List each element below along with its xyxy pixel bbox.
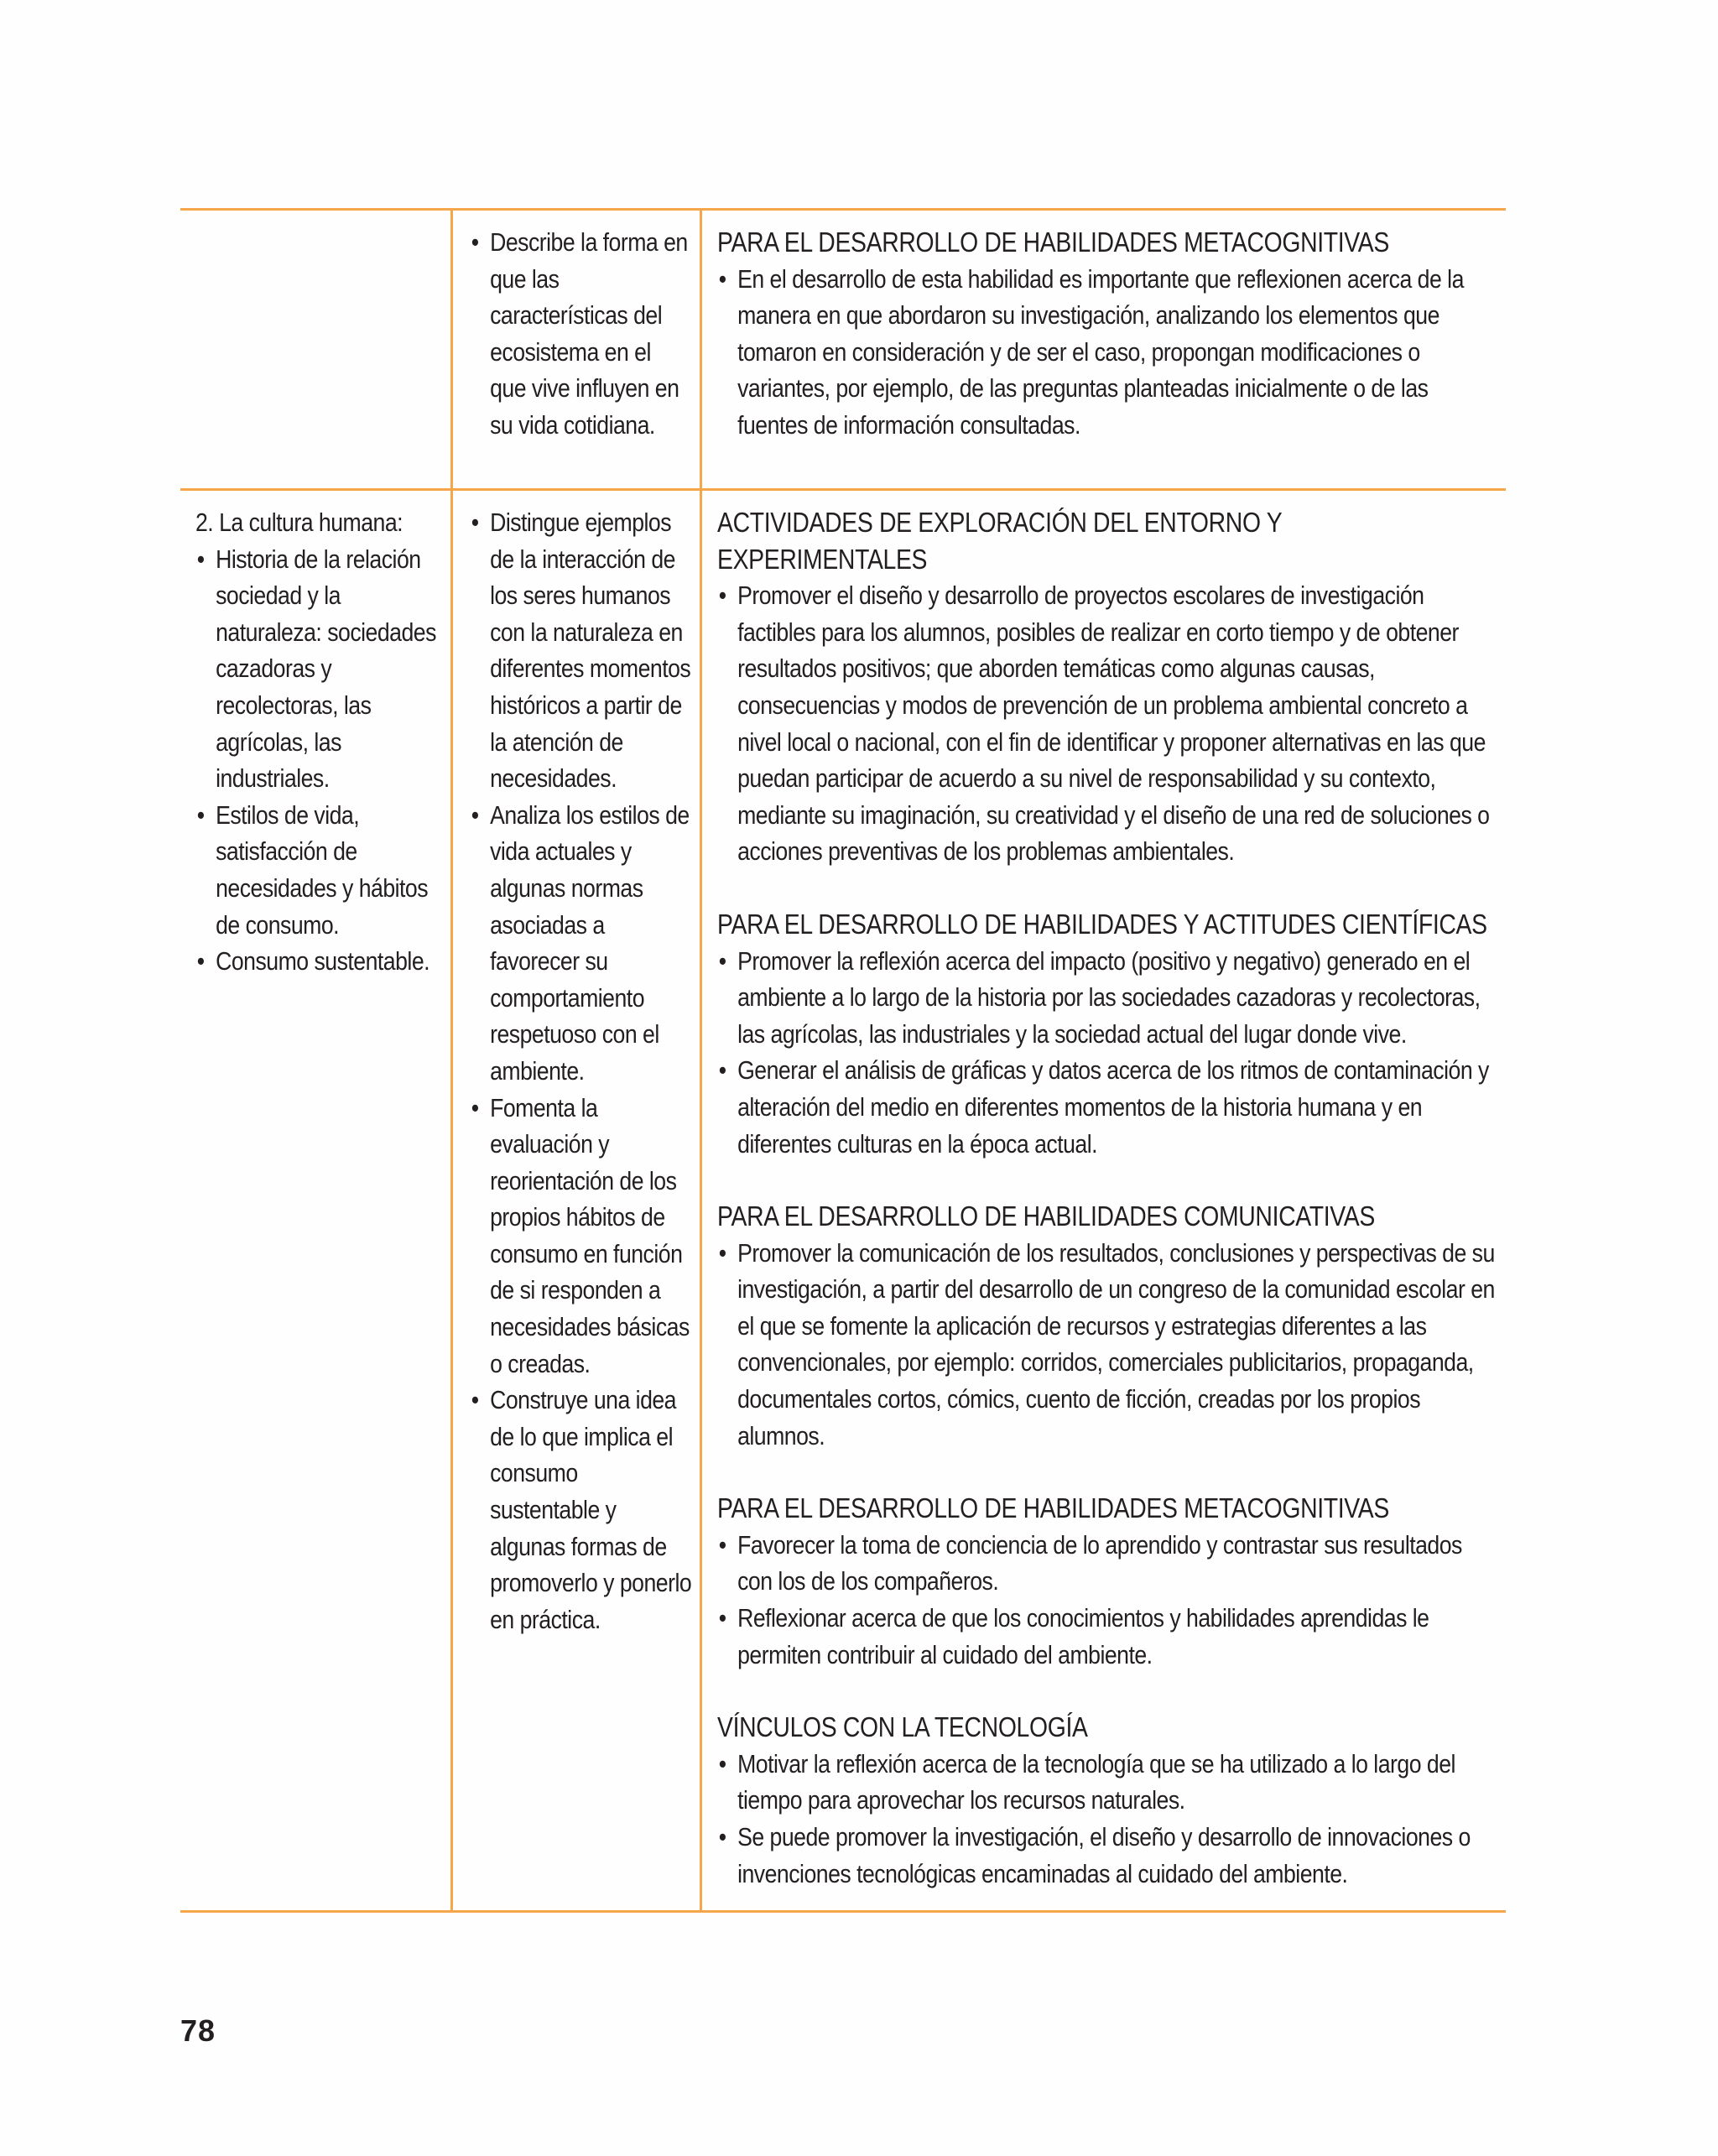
- topic-title: 2. La cultura humana:: [195, 508, 403, 537]
- list-item: [717, 1052, 1496, 1162]
- orientations-container: [717, 504, 1496, 1892]
- list-item-text: Fomenta la evaluación y reorientación de los propios hábitos de consumo en función de si responden a necesidades básicas o creadas.: [490, 1092, 690, 1378]
- bullet-list: [717, 943, 1496, 1163]
- bullet-icon: •: [471, 508, 479, 537]
- list-item: [470, 504, 692, 797]
- topic-list: [195, 541, 443, 980]
- list-item-text: Generar el análisis de gráficas y datos acerca de los ritmos de contaminación y alteración del medio en diferentes momentos de la historia humana y en diferentes culturas en la época actual.: [737, 1055, 1489, 1159]
- orientations-container: [717, 224, 1496, 444]
- bullet-icon: •: [718, 1529, 726, 1560]
- table-row: [180, 490, 1506, 1912]
- list-item: [470, 797, 692, 1090]
- list-item-text: Analiza los estilos de vida actuales y algunas normas asociadas a favorecer su comportamiento respetuoso con el ambiente.: [490, 799, 690, 1086]
- bullet-icon: •: [471, 799, 479, 830]
- section-heading: PARA EL DESARROLLO DE HABILIDADES METACOGNITIVAS: [717, 227, 1389, 258]
- list-item-text: Historia de la relación sociedad y la naturaleza: sociedades cazadoras y recolectoras, las agrícolas, las industriales.: [216, 544, 436, 794]
- bullet-list: [717, 1746, 1496, 1892]
- bullet-icon: •: [196, 544, 205, 574]
- cell-content-topic: [180, 490, 452, 1912]
- list-item: [717, 1819, 1496, 1892]
- list-item-text: Promover la comunicación de los resultados, conclusiones y perspectivas de su investigación, a partir del desarrollo de un congreso de la comunidad escolar en el que se fomente la aplicación de recursos y estrategias diferentes a las convencionales, por ejemplo: corridos, comerciales publicitarios, propaganda, documentales cortos, cómics, cuento de ficción, creadas por los propios alumnos.: [737, 1237, 1495, 1450]
- bullet-icon: •: [471, 1092, 479, 1122]
- list-item: [717, 943, 1496, 1053]
- bullet-icon: •: [718, 1055, 726, 1086]
- orientation-section: [717, 224, 1496, 444]
- orientation-section: [717, 1709, 1496, 1892]
- list-item: [717, 1527, 1496, 1600]
- bullet-icon: •: [718, 581, 726, 611]
- list-item: [717, 1600, 1496, 1673]
- list-item: [470, 1090, 692, 1383]
- topic-container: [195, 504, 443, 980]
- outcomes-list-container: [470, 224, 692, 444]
- section-heading: PARA EL DESARROLLO DE HABILIDADES METACOGNITIVAS: [717, 1492, 1389, 1524]
- list-item-text: Motivar la reflexión acerca de la tecnología que se ha utilizado a lo largo del tiempo para aprovechar los recursos naturales.: [737, 1748, 1455, 1815]
- cell-learning-outcomes: [452, 490, 701, 1912]
- section-heading: VÍNCULOS CON LA TECNOLOGÍA: [717, 1711, 1088, 1743]
- bullet-icon: •: [718, 1603, 726, 1633]
- cell-learning-outcomes: [452, 210, 701, 490]
- list-item-text: Construye una idea de lo que implica el consumo sustentable y algunas formas de promoverlo y ponerlo en práctica.: [490, 1385, 692, 1634]
- list-item-text: Consumo sustentable.: [216, 946, 430, 976]
- table-row: [180, 210, 1506, 490]
- orientation-section: [717, 504, 1496, 870]
- list-item: [195, 541, 443, 797]
- bullet-icon: •: [718, 1237, 726, 1268]
- section-heading: PARA EL DESARROLLO DE HABILIDADES Y ACTITUDES CIENTÍFICAS: [717, 908, 1487, 940]
- list-item: [470, 1382, 692, 1638]
- list-item: [195, 943, 443, 980]
- bullet-icon: •: [471, 227, 479, 257]
- list-item: [717, 577, 1496, 870]
- list-item-text: Se puede promover la investigación, el diseño y desarrollo de innovaciones o invenciones tecnológicas encaminadas al cuidado del ambiente.: [737, 1822, 1471, 1888]
- cell-content-topic: [180, 210, 452, 490]
- bullet-list: [470, 224, 692, 444]
- list-item-text: Promover el diseño y desarrollo de proyectos escolares de investigación factibles para los alumnos, posibles de realizar en corto tiempo y de obtener resultados positivos; que aborden temáticas como algunas causas, consecuencias y modos de prevención de un problema ambiental concreto a nivel local o nacional, con el fin de identificar y proponer alternativas en las que puedan participar de acuerdo a su nivel de responsabilidad y su contexto, mediante su imaginación, su creatividad y el diseño de una red de soluciones o acciones preventivas de los problemas ambientales.: [737, 581, 1490, 867]
- list-item-text: Estilos de vida, satisfacción de necesidades y hábitos de consumo.: [216, 799, 429, 940]
- curriculum-table: [180, 208, 1506, 1913]
- bullet-icon: •: [196, 799, 205, 830]
- section-heading: PARA EL DESARROLLO DE HABILIDADES COMUNICATIVAS: [717, 1200, 1375, 1232]
- list-item: [717, 261, 1496, 444]
- bullet-list: [717, 1527, 1496, 1673]
- bullet-icon: •: [718, 263, 726, 294]
- list-item: [195, 797, 443, 943]
- list-item-text: Describe la forma en que las características del ecosistema en el que vive influyen en su vida cotidiana.: [490, 227, 688, 440]
- page-number: 78: [180, 2013, 216, 2048]
- list-item-text: En el desarrollo de esta habilidad es importante que reflexionen acerca de la manera en que abordaron su investigación, analizando los elementos que tomaron en consideración y de ser el caso, propongan modificaciones o variantes, por ejemplo, de las preguntas planteadas inicialmente o de las fuentes de información consultadas.: [737, 263, 1464, 440]
- bullet-icon: •: [718, 945, 726, 976]
- orientation-section: [717, 1198, 1496, 1454]
- outcomes-list-container: [470, 504, 692, 1638]
- list-item: [470, 224, 692, 444]
- list-item: [717, 1746, 1496, 1819]
- orientation-section: [717, 1490, 1496, 1673]
- bullet-list: [717, 1235, 1496, 1455]
- orientation-section: [717, 906, 1496, 1162]
- bullet-icon: •: [196, 946, 205, 976]
- bullet-list: [717, 577, 1496, 870]
- list-item: [717, 1235, 1496, 1455]
- cell-didactic-orientations: [701, 210, 1507, 490]
- bullet-list: [717, 261, 1496, 444]
- bullet-list: [470, 504, 692, 1638]
- list-item-text: Reflexionar acerca de que los conocimientos y habilidades aprendidas le permiten contribuir al cuidado del ambiente.: [737, 1603, 1429, 1669]
- bullet-icon: •: [471, 1385, 479, 1415]
- list-item-text: Favorecer la toma de conciencia de lo aprendido y contrastar sus resultados con los de los compañeros.: [737, 1529, 1462, 1596]
- section-heading: ACTIVIDADES DE EXPLORACIÓN DEL ENTORNO Y EXPERIMENTALES: [717, 507, 1282, 575]
- list-item-text: Promover la reflexión acerca del impacto (positivo y negativo) generado en el ambiente a lo largo de la historia por las sociedades cazadoras y recolectoras, las agrícolas, las industriales y la sociedad actual del lugar donde vive.: [737, 945, 1481, 1049]
- list-item-text: Distingue ejemplos de la interacción de los seres humanos con la naturaleza en diferentes momentos históricos a partir de la atención de necesidades.: [490, 508, 691, 794]
- cell-didactic-orientations: [701, 490, 1507, 1912]
- bullet-icon: •: [718, 1748, 726, 1778]
- bullet-icon: •: [718, 1822, 726, 1851]
